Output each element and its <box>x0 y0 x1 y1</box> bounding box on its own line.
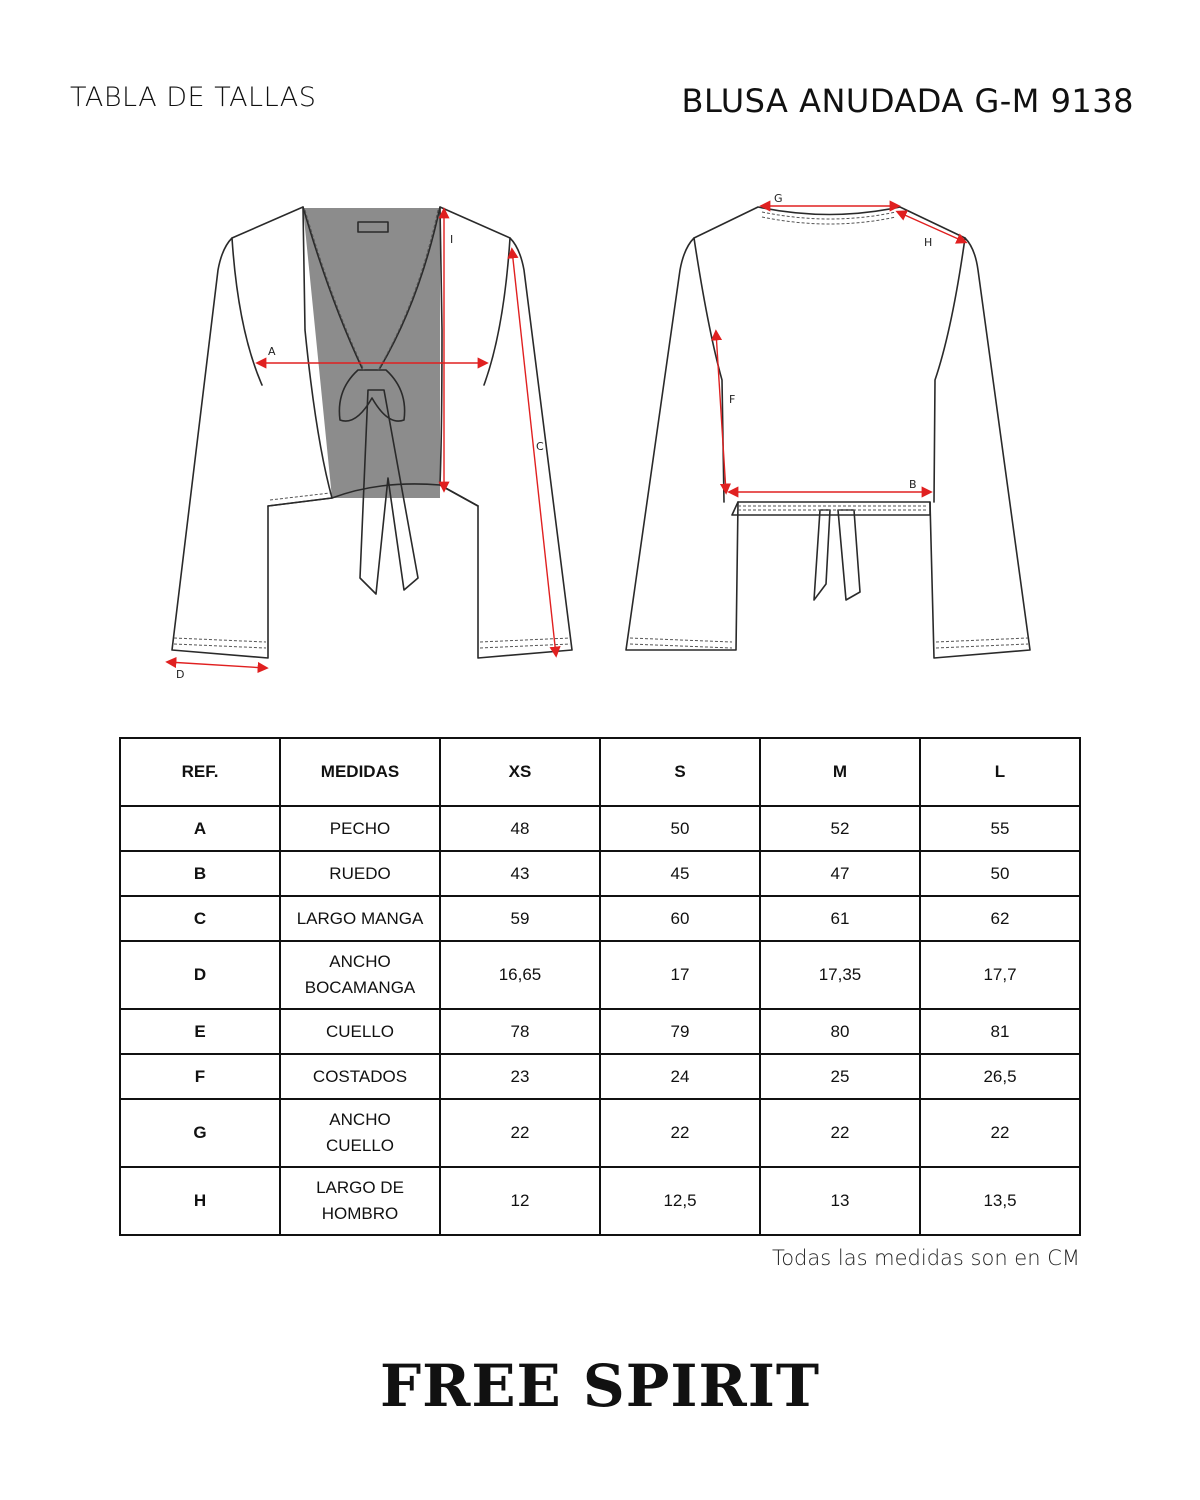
front-lining <box>303 208 440 498</box>
value-cell: 26,5 <box>920 1054 1080 1099</box>
ref-cell: A <box>120 806 280 851</box>
measure-cell <box>280 941 440 1009</box>
value-cell: 61 <box>760 896 920 941</box>
product-title: BLUSA ANUDADA G-M 9138 <box>681 82 1134 120</box>
value-cell: 50 <box>920 851 1080 896</box>
measure-cell: CUELLO <box>280 1009 440 1054</box>
value-cell: 62 <box>920 896 1080 941</box>
size-chart-title: TABLA DE TALLAS <box>70 82 317 113</box>
measure-cell: PECHO <box>280 806 440 851</box>
label-d: D <box>176 668 185 681</box>
value-cell: 17,35 <box>760 941 920 1009</box>
table-row <box>120 941 1080 1009</box>
measure-cell: COSTADOS <box>280 1054 440 1099</box>
garment-technical-drawing <box>0 180 1200 690</box>
measure-cell <box>280 1167 440 1235</box>
measure-line: CUELLO <box>325 1136 395 1155</box>
ref-cell: C <box>120 896 280 941</box>
col-header: MEDIDAS <box>280 738 440 806</box>
value-cell: 24 <box>600 1054 760 1099</box>
table-row <box>120 1054 1080 1099</box>
measure-line: ANCHO <box>329 1110 391 1129</box>
brand-logo: FREE SPIRIT <box>379 1352 821 1420</box>
measure-cell: LARGO MANGA <box>280 896 440 941</box>
table-row <box>120 1099 1080 1167</box>
measure-line: BOCAMANGA <box>304 978 416 997</box>
ref-cell: H <box>120 1167 280 1235</box>
value-cell: 17,7 <box>920 941 1080 1009</box>
value-cell: 50 <box>600 806 760 851</box>
value-cell: 17 <box>600 941 760 1009</box>
value-cell: 22 <box>760 1099 920 1167</box>
label-f: F <box>729 393 736 406</box>
value-cell: 81 <box>920 1009 1080 1054</box>
value-cell: 80 <box>760 1009 920 1054</box>
col-header: M <box>760 738 920 806</box>
table-row <box>120 806 1080 851</box>
label-c: C <box>536 440 544 453</box>
ref-cell: G <box>120 1099 280 1167</box>
front-view <box>168 207 572 681</box>
value-cell: 60 <box>600 896 760 941</box>
label-b: B <box>909 478 917 491</box>
size-table <box>119 737 1081 1236</box>
value-cell: 45 <box>600 851 760 896</box>
label-g: G <box>774 192 783 205</box>
value-cell: 12,5 <box>600 1167 760 1235</box>
value-cell: 23 <box>440 1054 600 1099</box>
value-cell: 52 <box>760 806 920 851</box>
value-cell: 47 <box>760 851 920 896</box>
measure-line: HOMBRO <box>321 1204 399 1223</box>
ref-cell: B <box>120 851 280 896</box>
col-header: REF. <box>120 738 280 806</box>
table-row <box>120 1009 1080 1054</box>
label-h: H <box>924 236 933 249</box>
label-i: I <box>450 233 454 246</box>
table-header-row <box>120 738 1080 806</box>
col-header: L <box>920 738 1080 806</box>
ref-cell: E <box>120 1009 280 1054</box>
ref-cell: F <box>120 1054 280 1099</box>
value-cell: 79 <box>600 1009 760 1054</box>
table-row <box>120 851 1080 896</box>
units-note: Todas las medidas son en CM <box>771 1246 1080 1270</box>
value-cell: 12 <box>440 1167 600 1235</box>
back-view <box>626 192 1030 658</box>
ref-cell: D <box>120 941 280 1009</box>
value-cell: 59 <box>440 896 600 941</box>
table-row <box>120 896 1080 941</box>
value-cell: 16,65 <box>440 941 600 1009</box>
value-cell: 48 <box>440 806 600 851</box>
col-header: S <box>600 738 760 806</box>
measure-line: ANCHO <box>329 952 391 971</box>
label-a: A <box>268 345 276 358</box>
value-cell: 43 <box>440 851 600 896</box>
value-cell: 55 <box>920 806 1080 851</box>
value-cell: 78 <box>440 1009 600 1054</box>
value-cell: 22 <box>440 1099 600 1167</box>
measure-cell <box>280 1099 440 1167</box>
value-cell: 13,5 <box>920 1167 1080 1235</box>
measure-line: LARGO DE <box>316 1178 404 1197</box>
table-row <box>120 1167 1080 1235</box>
measure-cell: RUEDO <box>280 851 440 896</box>
value-cell: 13 <box>760 1167 920 1235</box>
value-cell: 22 <box>600 1099 760 1167</box>
col-header: XS <box>440 738 600 806</box>
value-cell: 25 <box>760 1054 920 1099</box>
value-cell: 22 <box>920 1099 1080 1167</box>
